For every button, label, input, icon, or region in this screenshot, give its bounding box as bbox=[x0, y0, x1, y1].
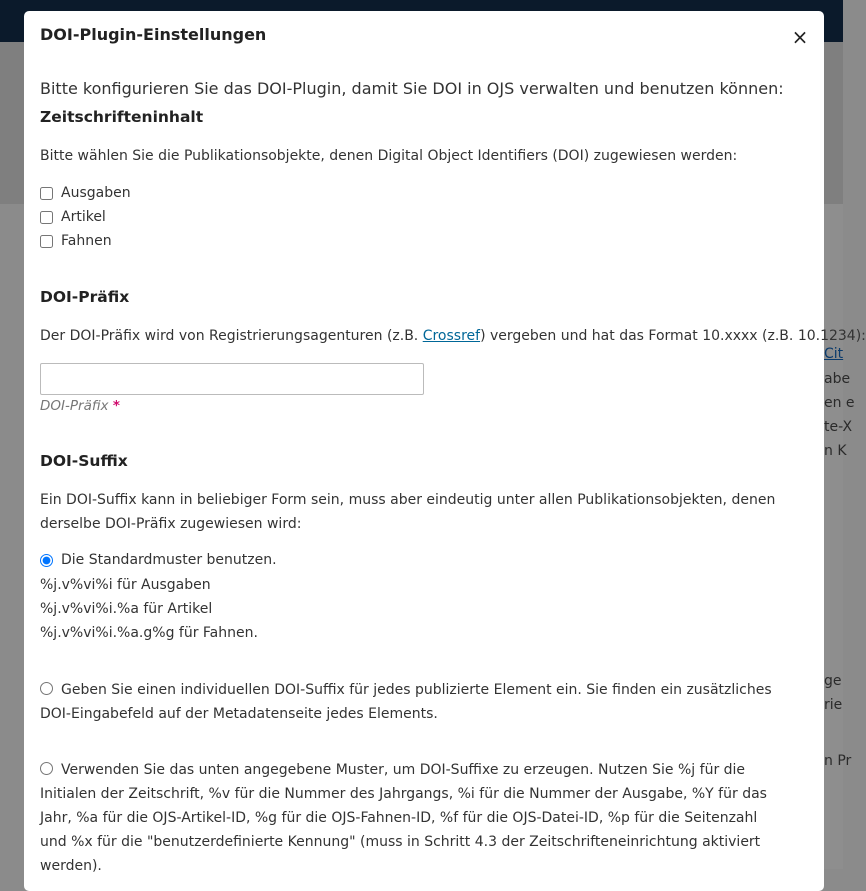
checkbox-issues-row[interactable] bbox=[38, 185, 131, 201]
prefix-description-end: ) vergeben und hat das Format 10.xxxx (z.B. 10.1234): bbox=[480, 328, 866, 344]
radio-custom-pattern-row[interactable] bbox=[40, 758, 780, 878]
background-text-fragment: rie bbox=[824, 697, 843, 713]
background-text-fragment: n Pr bbox=[824, 753, 852, 769]
radio-default-patterns[interactable] bbox=[40, 554, 53, 567]
doi-prefix-input[interactable] bbox=[40, 363, 424, 395]
required-marker: * bbox=[112, 398, 120, 414]
background-text-fragment: en e bbox=[824, 395, 855, 411]
checkbox-issues-label: Ausgaben bbox=[61, 185, 131, 201]
suffix-section-heading: DOI-Suffix bbox=[40, 452, 128, 470]
prefix-section-description bbox=[40, 328, 866, 344]
background-text-fragment: n K bbox=[824, 443, 847, 459]
close-icon: × bbox=[791, 25, 809, 49]
pattern-galleys: %j.v%vi%i.%a.g%g für Fahnen. bbox=[40, 625, 258, 641]
doi-prefix-field-label bbox=[40, 398, 120, 414]
intro-text: Bitte konfigurieren Sie das DOI-Plugin, damit Sie DOI in OJS verwalten und benutzen können: bbox=[40, 79, 784, 98]
doi-prefix-label-text: DOI-Präfix bbox=[40, 398, 109, 414]
background-link-fragment: Cit bbox=[824, 346, 844, 362]
prefix-description-start: Der DOI-Präfix wird von Registrierungsagenturen (z.B. bbox=[40, 328, 423, 344]
radio-individual-suffix[interactable] bbox=[40, 682, 53, 695]
pattern-articles: %j.v%vi%i.%a für Artikel bbox=[40, 601, 213, 617]
radio-default-patterns-row[interactable] bbox=[38, 552, 277, 568]
background-text-fragment: ge bbox=[824, 673, 842, 689]
close-button[interactable] bbox=[788, 25, 812, 49]
radio-individual-suffix-row[interactable] bbox=[40, 678, 780, 726]
background-text-fragment: te-X bbox=[824, 419, 853, 435]
prefix-section-heading: DOI-Präfix bbox=[40, 288, 130, 306]
checkbox-articles-label: Artikel bbox=[61, 209, 106, 225]
modal-title: DOI-Plugin-Einstellungen bbox=[40, 25, 267, 44]
checkbox-galleys-row[interactable] bbox=[38, 233, 112, 249]
checkbox-galleys-label: Fahnen bbox=[61, 233, 112, 249]
checkbox-galleys[interactable] bbox=[40, 235, 53, 248]
radio-custom-pattern[interactable] bbox=[40, 762, 53, 775]
content-section-heading: Zeitschrifteninhalt bbox=[40, 108, 204, 126]
checkbox-articles-row[interactable] bbox=[38, 209, 106, 225]
content-section-description: Bitte wählen Sie die Publikationsobjekte, denen Digital Object Identifiers (DOI) zugewiesen werden: bbox=[40, 148, 738, 164]
crossref-link[interactable]: Crossref bbox=[422, 328, 481, 344]
radio-custom-pattern-label: Verwenden Sie das unten angegebene Muster, um DOI-Suffixe zu erzeugen. Nutzen Sie %j für die Initialen der Zeitschrift, %v für die Nummer des Jahrgangs, %i für die Nummer der Ausgabe, %Y für das Jahr, %a für die OJS-Artikel-ID, %g für die OJS-Fahnen-ID, %f für die OJS-Datei-ID, %p für die Seitenzahl und %x für die "benutzerdefinierte Kennung" (muss in Schritt 4.3 der Zeitschrifteneinrichtung aktiviert werden). bbox=[40, 762, 767, 874]
checkbox-issues[interactable] bbox=[40, 187, 53, 200]
background-text-fragment: abe bbox=[824, 371, 851, 387]
radio-individual-suffix-label: Geben Sie einen individuellen DOI-Suffix für jedes publizierte Element ein. Sie finden ein zusätzliches DOI-Eingabefeld auf der Metadatenseite jedes Elements. bbox=[40, 682, 772, 722]
checkbox-articles[interactable] bbox=[40, 211, 53, 224]
suffix-section-description: Ein DOI-Suffix kann in beliebiger Form sein, muss aber eindeutig unter allen Publikationsobjekten, denen derselbe DOI-Präfix zugewiesen wird: bbox=[40, 492, 776, 532]
radio-default-patterns-label: Die Standardmuster benutzen. bbox=[61, 552, 277, 568]
pattern-issues: %j.v%vi%i für Ausgaben bbox=[40, 577, 211, 593]
